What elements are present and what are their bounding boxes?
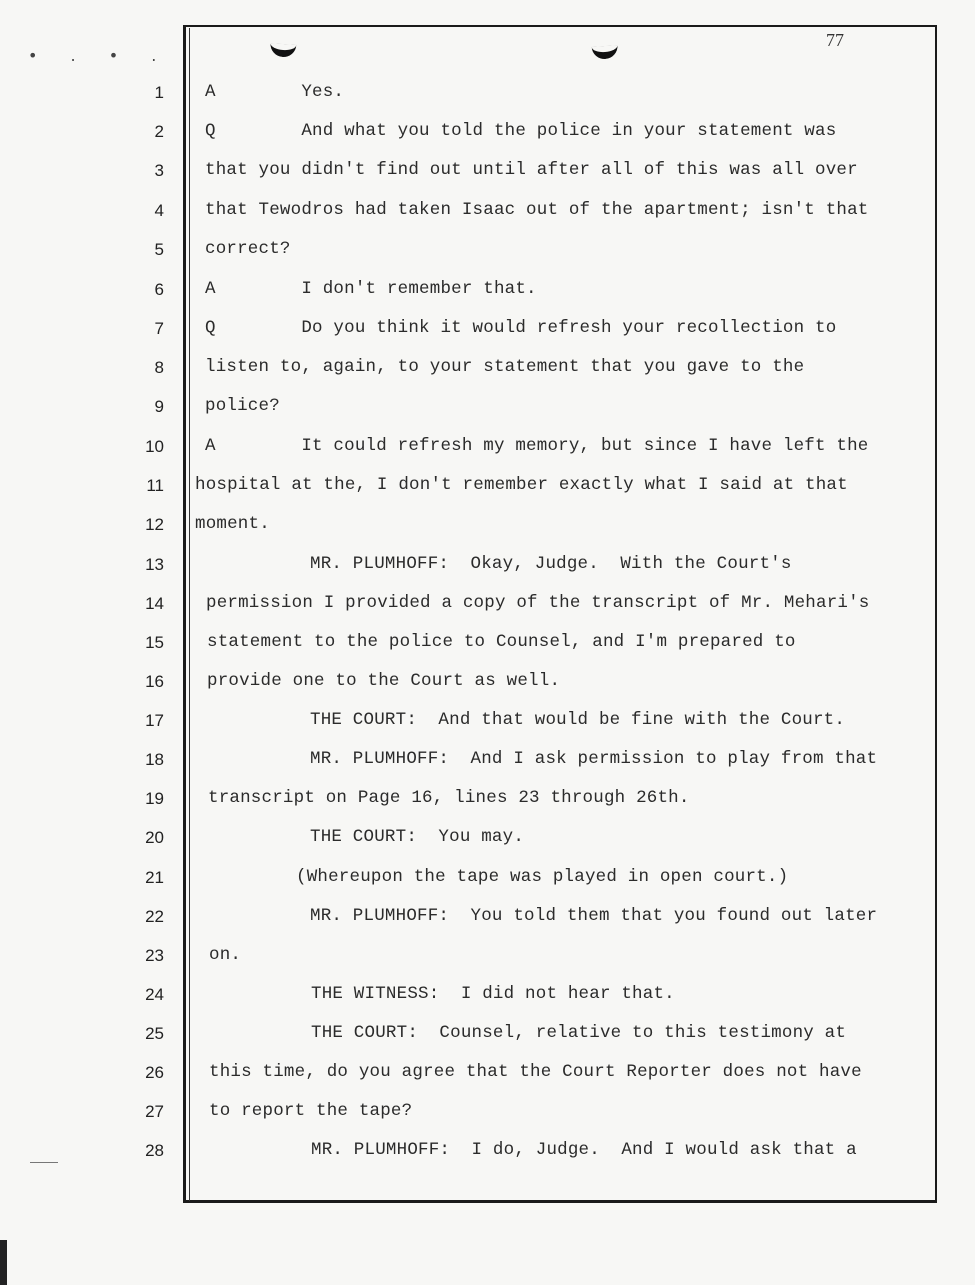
line-text: police?	[205, 396, 280, 416]
line-number: 18	[145, 750, 164, 769]
line-number: 5	[154, 240, 164, 259]
line-text: Q Do you think it would refresh your recollection to	[205, 318, 837, 338]
line-text: A It could refresh my memory, but since I have left the	[205, 436, 869, 456]
line-number: 11	[146, 476, 164, 495]
line-number: 12	[145, 515, 164, 534]
line-number: 21	[145, 868, 164, 887]
transcript-line	[0, 1056, 975, 1095]
line-number: 19	[145, 789, 164, 808]
transcript-line	[0, 154, 975, 193]
line-number: 2	[154, 122, 164, 141]
line-text: MR. PLUMHOFF: And I ask permission to play from that	[310, 749, 878, 769]
line-text: THE COURT: And that would be fine with the Court.	[310, 710, 846, 730]
line-number: 6	[154, 280, 164, 299]
line-text: hospital at the, I don't remember exactly what I said at that	[195, 475, 848, 495]
transcript-line	[0, 861, 975, 900]
scan-edge-bar	[0, 1240, 7, 1285]
line-number: 26	[145, 1063, 164, 1082]
transcript-line	[0, 273, 975, 312]
transcript-line	[0, 548, 975, 587]
transcript-line	[0, 115, 975, 154]
transcript-line	[0, 704, 975, 743]
line-text: A I don't remember that.	[205, 279, 537, 299]
line-number: 22	[145, 907, 164, 926]
line-text: permission I provided a copy of the transcript of Mr. Mehari's	[206, 593, 870, 613]
transcript-line	[0, 1017, 975, 1056]
transcript-line	[0, 312, 975, 351]
transcript-line	[0, 900, 975, 939]
line-number: 20	[145, 828, 164, 847]
transcript-line	[0, 1095, 975, 1134]
line-number: 4	[154, 201, 164, 220]
line-text: on.	[209, 945, 242, 965]
line-text: correct?	[205, 239, 291, 259]
line-number: 7	[154, 319, 164, 338]
page-number: 77	[826, 30, 844, 50]
line-number: 9	[154, 397, 164, 416]
transcript-line	[0, 587, 975, 626]
transcript-line	[0, 1134, 975, 1173]
line-text: THE COURT: Counsel, relative to this testimony at	[311, 1023, 847, 1043]
line-text: this time, do you agree that the Court Reporter does not have	[209, 1062, 862, 1082]
line-text: THE WITNESS: I did not hear that.	[311, 984, 675, 1004]
transcript-line	[0, 782, 975, 821]
line-number: 25	[145, 1024, 164, 1043]
transcript-line	[0, 76, 975, 115]
line-number: 10	[145, 437, 164, 456]
line-text: to report the tape?	[209, 1101, 413, 1121]
scan-specks: • . • .	[28, 46, 171, 65]
line-number: 3	[154, 161, 164, 180]
transcript-line	[0, 743, 975, 782]
transcript-line	[0, 978, 975, 1017]
line-number: 16	[145, 672, 164, 691]
line-text: listen to, again, to your statement that you gave to the	[205, 357, 805, 377]
line-number: 15	[145, 633, 164, 652]
transcript-line	[0, 390, 975, 429]
line-number: 1	[154, 83, 164, 102]
line-text: MR. PLUMHOFF: Okay, Judge. With the Court's	[310, 554, 792, 574]
line-text: provide one to the Court as well.	[207, 671, 561, 691]
transcript-line	[0, 821, 975, 860]
transcript-line	[0, 939, 975, 978]
line-text: statement to the police to Counsel, and I'm prepared to	[207, 632, 796, 652]
transcript-line	[0, 626, 975, 665]
line-text: moment.	[195, 514, 270, 534]
line-text: MR. PLUMHOFF: I do, Judge. And I would ask that a	[311, 1140, 857, 1160]
line-text: Q And what you told the police in your statement was	[205, 121, 837, 141]
line-number: 27	[145, 1102, 164, 1121]
line-number: 17	[145, 711, 164, 730]
line-text: that Tewodros had taken Isaac out of the apartment; isn't that	[205, 200, 869, 220]
line-text: A Yes.	[205, 82, 345, 102]
line-text: that you didn't find out until after all of this was all over	[205, 160, 858, 180]
transcript-line	[0, 194, 975, 233]
line-number: 13	[145, 555, 164, 574]
transcript-line	[0, 233, 975, 272]
line-text: THE COURT: You may.	[310, 827, 525, 847]
line-number: 8	[154, 358, 164, 377]
transcript-line	[0, 469, 975, 508]
line-text: (Whereupon the tape was played in open court.)	[296, 867, 789, 887]
transcript-line	[0, 665, 975, 704]
line-number: 14	[145, 594, 164, 613]
line-number: 23	[145, 946, 164, 965]
line-number: 28	[145, 1141, 164, 1160]
transcript-line	[0, 508, 975, 547]
transcript-line	[0, 430, 975, 469]
line-text: transcript on Page 16, lines 23 through 26th.	[208, 788, 690, 808]
line-text: MR. PLUMHOFF: You told them that you found out later	[310, 906, 878, 926]
transcript-line	[0, 351, 975, 390]
line-number: 24	[145, 985, 164, 1004]
